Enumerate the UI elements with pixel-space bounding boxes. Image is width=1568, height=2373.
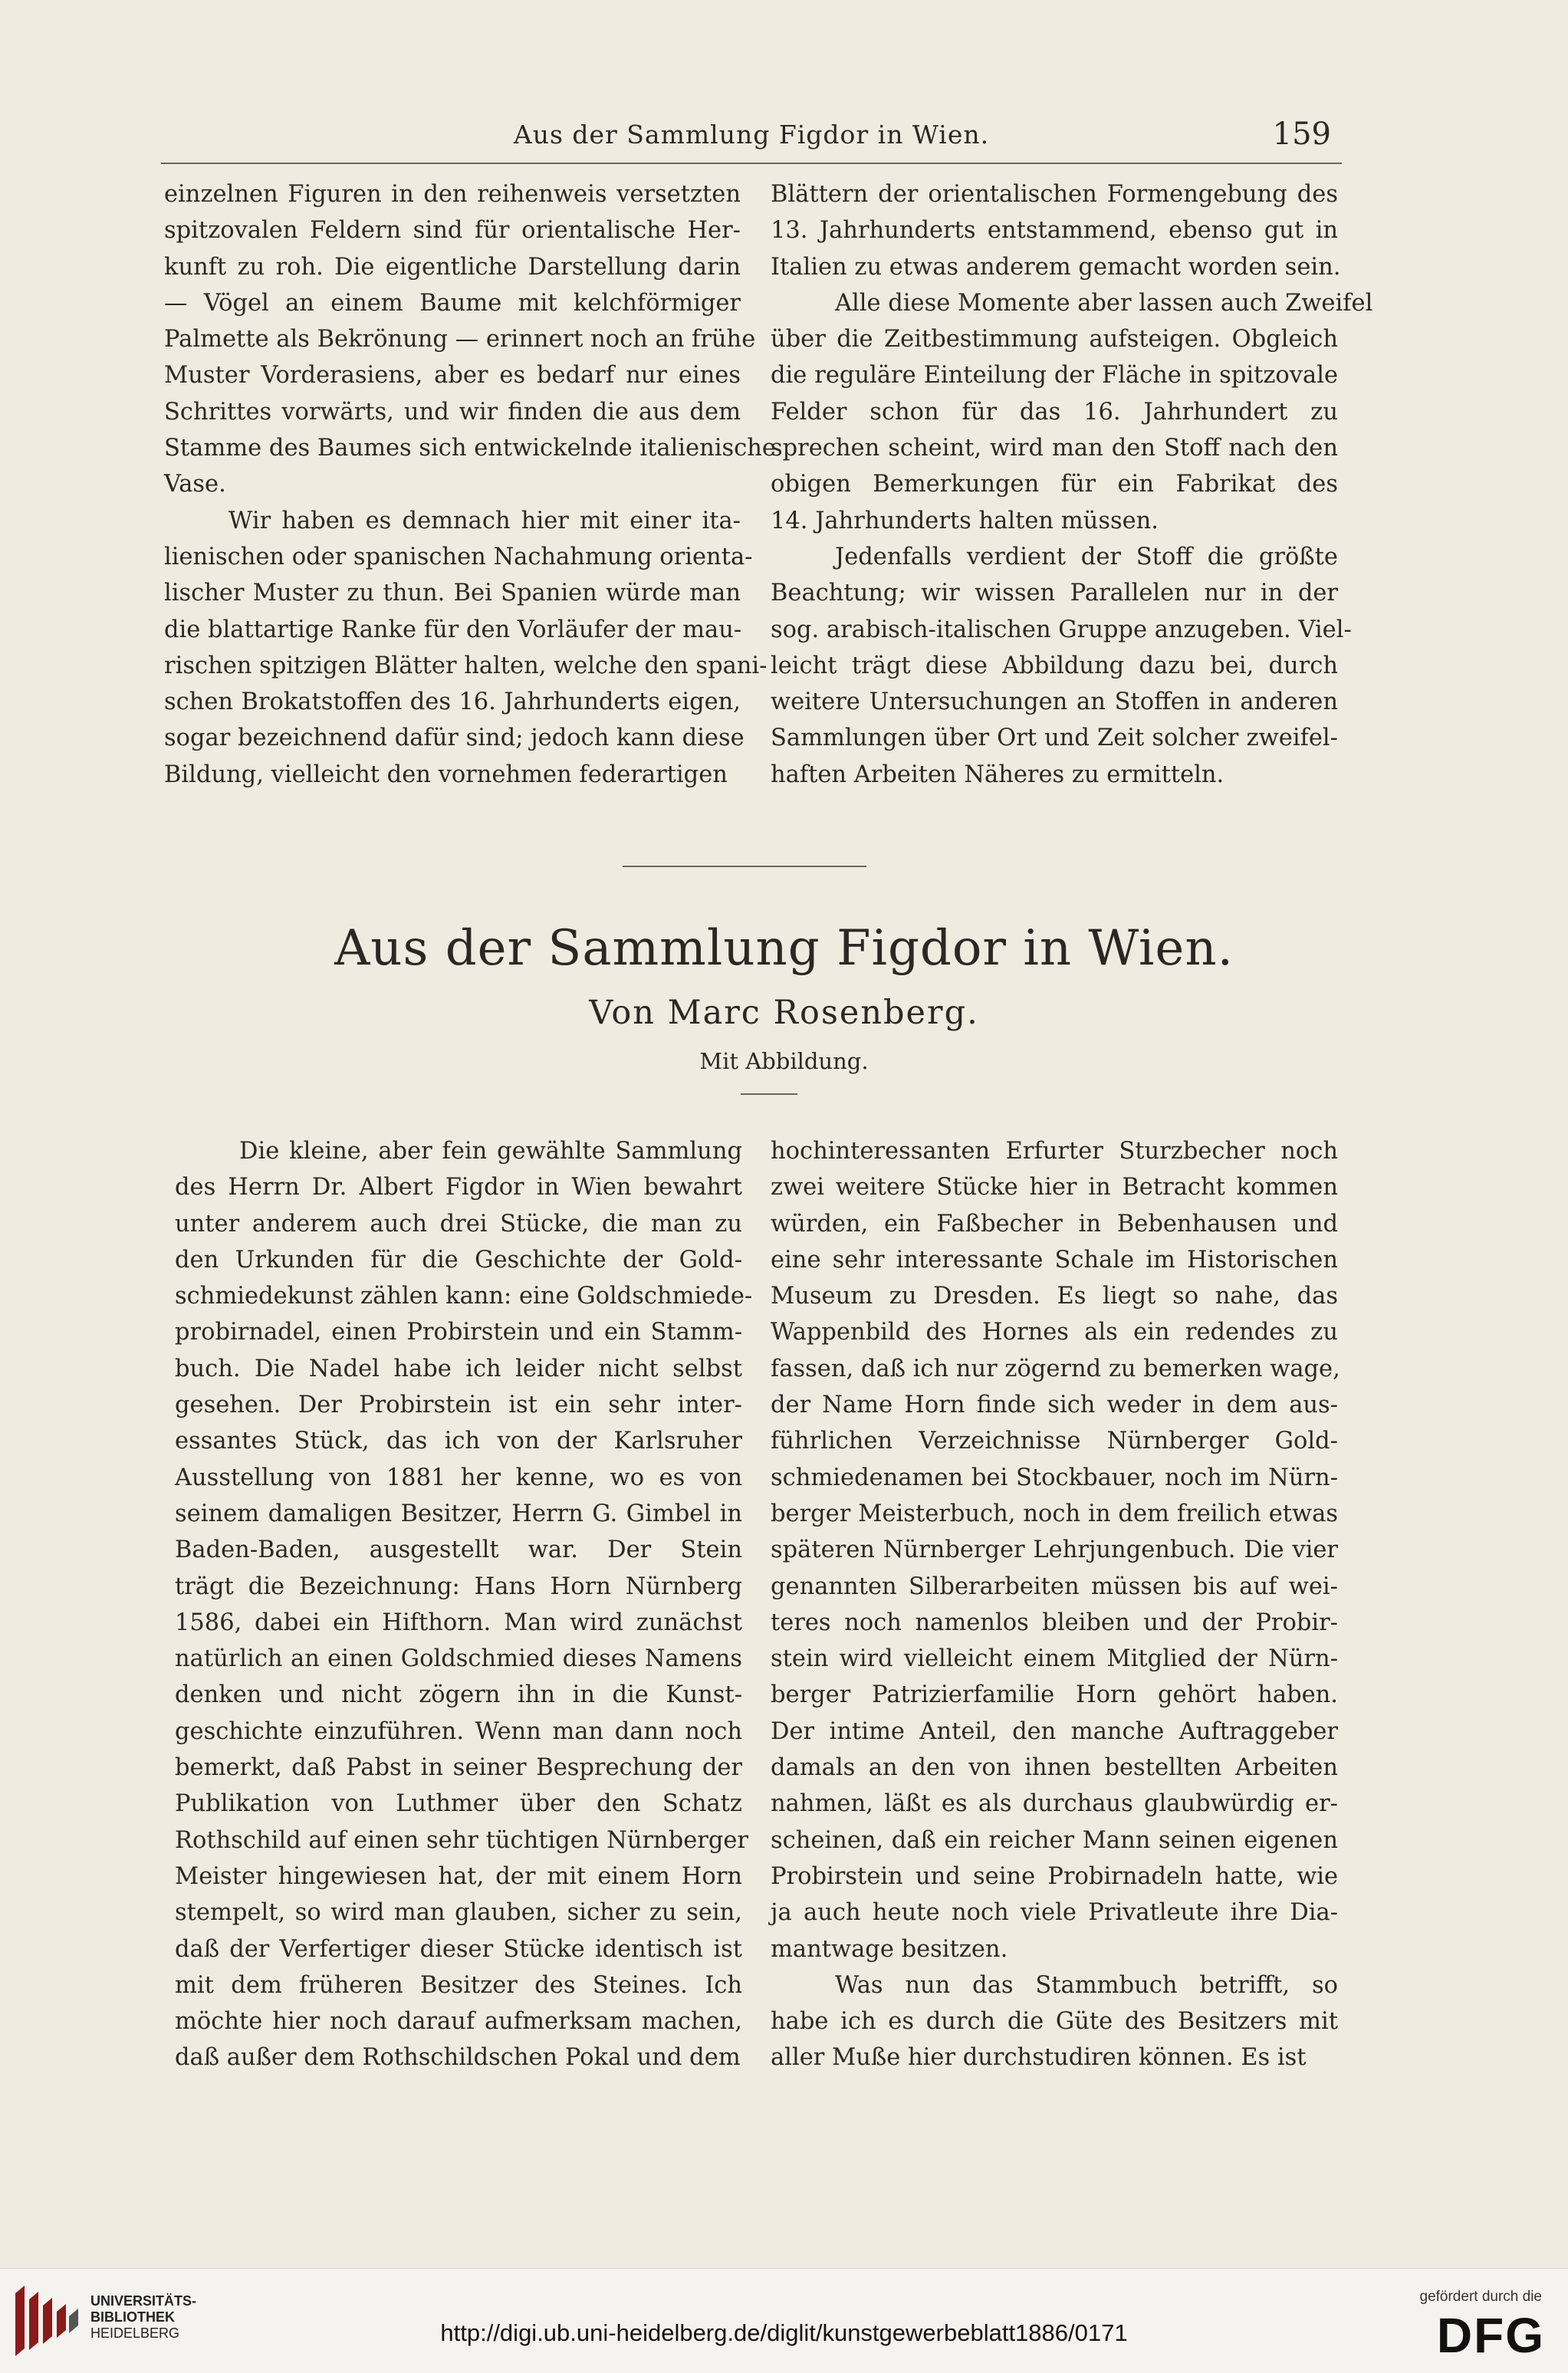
text-line: 14. Jahrhunderts halten müssen.	[771, 507, 1159, 534]
paragraph	[771, 285, 1373, 539]
text-line: Felder schon für das 16. Jahrhundert zu	[771, 398, 1338, 426]
text-line: kunft zu roh. Die eigentliche Darstellung darin	[164, 253, 741, 281]
text-line: rischen spitzigen Blätter halten, welche den spani-	[164, 652, 768, 679]
bottom-right-column	[771, 1133, 1338, 2076]
text-line: Bildung, vielleicht den vornehmen federartigen	[164, 761, 728, 788]
text-line: stempelt, so wird man glauben, sicher zu sein,	[175, 1899, 742, 1927]
text-line: einzelnen Figuren in den reihenweis versetzten	[164, 181, 741, 208]
text-line: würden, ein Faßbecher in Bebenhausen und	[771, 1210, 1338, 1237]
text-line: buch. Die Nadel habe ich leider nicht selbst	[175, 1355, 742, 1382]
viewer-footer	[0, 2268, 1568, 2373]
dfg-logo: DFG	[1436, 2308, 1545, 2363]
text-line: 13. Jahrhunderts entstammend, ebenso gut in	[771, 217, 1338, 245]
text-line: teres noch namenlos bleiben und der Probir-	[771, 1609, 1338, 1636]
text-line: spitzovalen Feldern sind für orientalische Her-	[164, 217, 741, 245]
text-line: Palmette als Bekrönung — erinnert noch an frühe	[164, 326, 756, 353]
paragraph	[164, 176, 776, 503]
text-line: sprechen scheint, wird man den Stoff nach den	[771, 435, 1338, 462]
text-line: aller Muße hier durchstudiren können. Es ist	[771, 2044, 1307, 2072]
text-line: der Name Horn finde sich weder in dem aus-	[771, 1392, 1338, 1419]
text-line: sog. arabisch-italischen Gruppe anzugeben. Viel-	[771, 616, 1352, 643]
text-line: die reguläre Einteilung der Fläche in spitzovale	[771, 362, 1338, 389]
running-head	[161, 117, 1342, 163]
text-line: stein wird vielleicht einem Mitglied der Nürn-	[771, 1645, 1338, 1673]
text-line: ja auch heute noch viele Privatleute ihre Dia-	[771, 1899, 1338, 1927]
paragraph	[771, 1133, 1338, 1967]
text-line: essantes Stück, das ich von der Karlsruher	[175, 1428, 742, 1455]
text-line: geschichte einzuführen. Wenn man dann noch	[175, 1717, 742, 1745]
text-line: seinem damaligen Besitzer, Herrn G. Gimbel in	[175, 1500, 742, 1527]
text-line: des Herrn Dr. Albert Figdor in Wien bewahrt	[175, 1174, 742, 1201]
text-line: denken und nicht zögern ihn in die Kunst-	[175, 1681, 742, 1709]
text-line: trägt die Bezeichnung: Hans Horn Nürnberg	[175, 1573, 742, 1600]
text-line: über die Zeitbestimmung aufsteigen. Obgleich	[771, 326, 1338, 353]
text-line: hochinteressanten Erfurter Sturzbecher noch	[771, 1138, 1338, 1165]
text-line: Jedenfalls verdient der Stoff die größte	[835, 543, 1338, 570]
text-line: Museum zu Dresden. Es liegt so nahe, das	[771, 1283, 1338, 1310]
text-line: berger Meisterbuch, noch in dem freilich etwas	[771, 1500, 1338, 1527]
text-line: Probirstein und seine Probirnadeln hatte, wie	[771, 1862, 1338, 1890]
text-line: Was nun das Stammbuch betrifft, so	[835, 1971, 1338, 1999]
text-line: Muster Vorderasiens, aber es bedarf nur eines	[164, 362, 741, 389]
text-line: obigen Bemerkungen für ein Fabrikat des	[771, 471, 1338, 498]
text-line: Stamme des Baumes sich entwickelnde italienische	[164, 435, 776, 462]
text-line: späteren Nürnberger Lehrjungenbuch. Die vier	[771, 1537, 1338, 1564]
library-line-3: HEIDELBERG	[90, 2325, 180, 2341]
running-head-title: Aus der Sammlung Figdor in Wien.	[513, 120, 990, 150]
article-title: Aus der Sammlung Figdor in Wien.	[334, 920, 1234, 977]
paragraph	[164, 503, 768, 793]
text-line: daß der Verfertiger dieser Stücke identisch ist	[175, 1935, 742, 1963]
paragraph	[771, 176, 1341, 285]
text-line: daß außer dem Rothschildschen Pokal und dem	[175, 2044, 741, 2072]
section-divider	[623, 866, 866, 867]
page-number: 159	[1272, 117, 1331, 152]
text-line: weitere Untersuchungen an Stoffen in anderen	[771, 689, 1338, 716]
text-line: Ausstellung von 1881 her kenne, wo es von	[175, 1464, 742, 1491]
text-line: Sammlungen über Ort und Zeit solcher zweifel-	[771, 725, 1338, 752]
text-line: Wappenbild des Hornes als ein redendes zu	[771, 1319, 1338, 1346]
top-left-column	[164, 176, 776, 793]
text-line: führlichen Verzeichnisse Nürnberger Gold-	[771, 1428, 1338, 1455]
text-line: Wir haben es demnach hier mit einer ita-	[228, 507, 741, 534]
text-line: Baden-Baden, ausgestellt war. Der Stein	[175, 1537, 742, 1564]
text-line: bemerkt, daß Pabst in seiner Besprechung der	[175, 1754, 742, 1782]
text-line: eine sehr interessante Schale im Historischen	[771, 1246, 1338, 1274]
sponsor-caption: gefördert durch die	[1419, 2289, 1542, 2305]
text-line: genannten Silberarbeiten müssen bis auf wei-	[771, 1573, 1338, 1600]
text-line: zwei weitere Stücke hier in Betracht kommen	[771, 1174, 1338, 1201]
text-line: Rothschild auf einen sehr tüchtigen Nürnberger	[175, 1826, 749, 1854]
text-line: unter anderem auch drei Stücke, die man zu	[175, 1210, 742, 1237]
text-line: möchte hier noch darauf aufmerksam machen,	[175, 2008, 742, 2036]
bottom-left-column	[175, 1133, 753, 2076]
paragraph	[175, 1133, 753, 2076]
text-line: schmiedekunst zählen kann: eine Goldschmiede-	[175, 1283, 753, 1310]
text-line: Beachtung; wir wissen Parallelen nur in der	[771, 580, 1338, 607]
text-line: Publikation von Luthmer über den Schatz	[175, 1790, 742, 1818]
library-line-1: UNIVERSITÄTS-	[90, 2293, 197, 2309]
text-line: sogar bezeichnend dafür sind; jedoch kann diese	[164, 725, 745, 752]
page-permalink[interactable]: http://digi.ub.uni-heidelberg.de/diglit/kunstgewerbeblatt1886/0171	[440, 2319, 1128, 2346]
text-line: mantwage besitzen.	[771, 1935, 1008, 1963]
text-line: mit dem früheren Besitzer des Steines. Ich	[175, 1971, 742, 1999]
paragraph	[771, 539, 1352, 793]
text-line: probirnadel, einen Probirstein und ein Stamm-	[175, 1319, 742, 1346]
text-line: gesehen. Der Probirstein ist ein sehr inter-	[175, 1392, 742, 1419]
text-line: lienischen oder spanischen Nachahmung orienta-	[164, 543, 753, 570]
text-line: die blattartige Ranke für den Vorläufer der mau-	[164, 616, 742, 643]
text-line: — Vögel an einem Baume mit kelchförmiger	[164, 289, 741, 317]
text-line: den Urkunden für die Geschichte der Gold-	[175, 1246, 742, 1274]
top-right-column	[771, 176, 1373, 793]
text-line: haften Arbeiten Näheres zu ermitteln.	[771, 761, 1224, 788]
text-line: scheinen, daß ein reicher Mann seinen eigenen	[771, 1826, 1338, 1854]
text-line: 1586, dabei ein Hifthorn. Man wird zunächst	[175, 1609, 742, 1636]
library-line-2: BIBLIOTHEK	[90, 2309, 175, 2325]
text-line: Meister hingewiesen hat, der mit einem Horn	[175, 1862, 742, 1890]
text-line: schen Brokatstoffen des 16. Jahrhunderts eigen,	[164, 689, 741, 716]
text-line: Blättern der orientalischen Formengebung des	[771, 181, 1338, 208]
title-divider	[741, 1093, 797, 1095]
article-author: Von Marc Rosenberg.	[589, 994, 979, 1032]
text-line: Schrittes vorwärts, und wir finden die aus dem	[164, 398, 741, 426]
text-line: damals an den von ihnen bestellten Arbeiten	[771, 1754, 1338, 1782]
text-line: Italien zu etwas anderem gemacht worden sein.	[771, 253, 1341, 281]
text-line: schmiedenamen bei Stockbauer, noch im Nürn-	[771, 1464, 1338, 1491]
text-line: natürlich an einen Goldschmied dieses Namens	[175, 1645, 742, 1673]
text-line: habe ich es durch die Güte des Besitzers mit	[771, 2008, 1338, 2036]
text-line: Die kleine, aber fein gewählte Sammlung	[239, 1138, 742, 1165]
text-line: lischer Muster zu thun. Bei Spanien würde man	[164, 580, 741, 607]
text-line: berger Patrizierfamilie Horn gehört haben.	[771, 1681, 1338, 1709]
text-line: nahmen, läßt es als durchaus glaubwürdig er-	[771, 1790, 1338, 1818]
article-subtitle: Mit Abbildung.	[699, 1048, 869, 1074]
paragraph	[771, 1967, 1338, 2076]
header-rule	[161, 163, 1342, 164]
text-line: Der intime Anteil, den manche Auftraggeber	[771, 1717, 1338, 1745]
text-line: leicht trägt diese Abbildung dazu bei, durch	[771, 652, 1338, 679]
text-line: fassen, daß ich nur zögernd zu bemerken wage,	[771, 1355, 1340, 1382]
text-line: Vase.	[164, 471, 226, 498]
text-line: Alle diese Momente aber lassen auch Zweifel	[835, 289, 1373, 317]
